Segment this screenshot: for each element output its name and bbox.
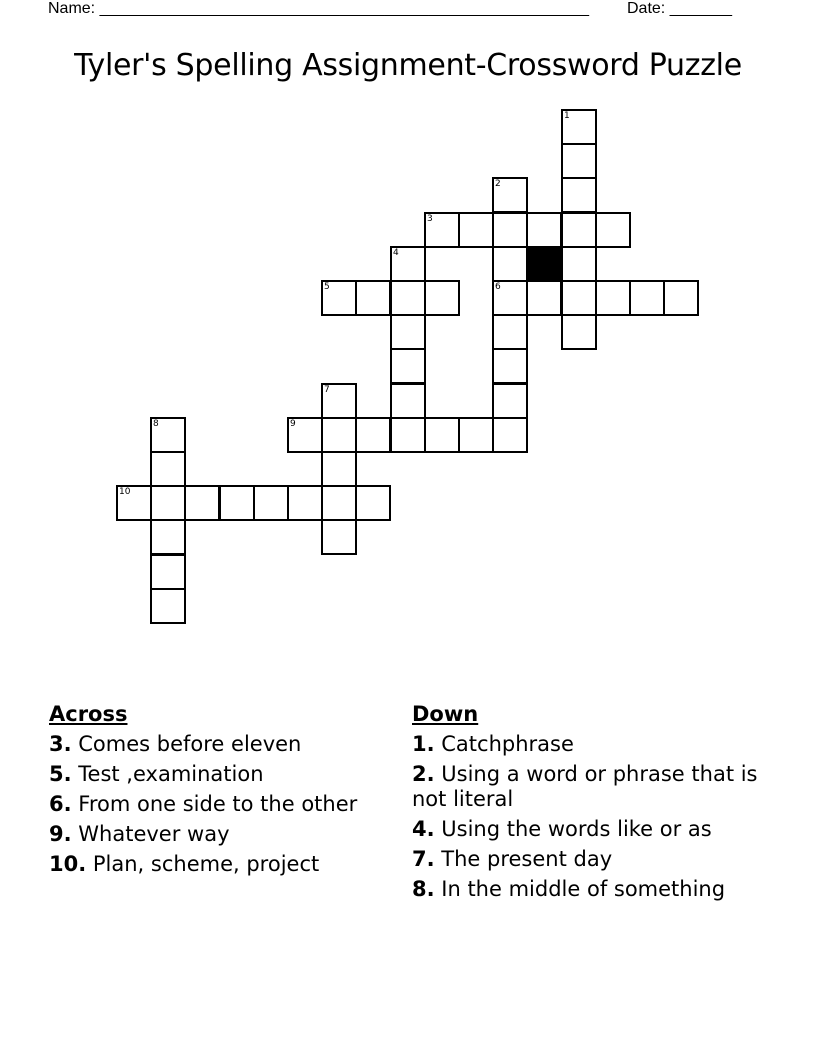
grid-cell[interactable] [595, 280, 631, 316]
clue-text: The present day [434, 847, 613, 871]
clue-down-4 [412, 817, 762, 842]
grid-cell[interactable] [321, 519, 357, 555]
grid-cell[interactable] [390, 280, 426, 316]
grid-cell[interactable] [526, 280, 562, 316]
grid-cell[interactable] [561, 143, 597, 179]
grid-cell[interactable] [150, 485, 186, 521]
grid-cell[interactable] [355, 485, 391, 521]
grid-cell[interactable] [458, 212, 494, 248]
cell-number: 1 [564, 111, 570, 121]
clue-text: Whatever way [71, 822, 230, 846]
grid-cell[interactable] [150, 519, 186, 555]
clue-number: 9. [49, 822, 72, 846]
clue-text: Plan, scheme, project [86, 852, 320, 876]
down-heading: Down [412, 702, 479, 726]
clue-text: Catchphrase [434, 732, 574, 756]
black-cell [526, 246, 562, 282]
clue-across-6 [49, 792, 369, 817]
clue-number: 4. [412, 817, 435, 841]
grid-cell[interactable] [287, 417, 323, 453]
grid-cell[interactable] [287, 485, 323, 521]
grid-cell[interactable] [492, 246, 528, 282]
grid-cell[interactable] [492, 314, 528, 350]
clue-across-10 [49, 852, 369, 877]
grid-cell[interactable] [458, 417, 494, 453]
grid-cell[interactable] [595, 212, 631, 248]
clue-text: In the middle of something [434, 877, 726, 901]
clue-text: Test ,examination [71, 762, 264, 786]
clue-number: 3. [49, 732, 72, 756]
grid-cell[interactable] [561, 177, 597, 213]
clue-down-1 [412, 732, 762, 757]
cell-number: 5 [324, 282, 330, 292]
clue-text: Comes before eleven [71, 732, 302, 756]
grid-cell[interactable] [390, 246, 426, 282]
clue-across-5 [49, 762, 369, 787]
grid-cell[interactable] [424, 417, 460, 453]
grid-cell[interactable] [561, 314, 597, 350]
clue-text: From one side to the other [71, 792, 358, 816]
grid-cell[interactable] [561, 109, 597, 145]
grid-cell[interactable] [321, 451, 357, 487]
grid-cell[interactable] [492, 417, 528, 453]
grid-cell[interactable] [492, 280, 528, 316]
cell-number: 8 [153, 419, 159, 429]
cell-number: 6 [495, 282, 501, 292]
grid-cell[interactable] [219, 485, 255, 521]
grid-cell[interactable] [492, 212, 528, 248]
grid-cell[interactable] [663, 280, 699, 316]
grid-cell[interactable] [150, 554, 186, 590]
clue-text: Using a word or phrase that is not literal [412, 762, 758, 811]
clue-down-8 [412, 877, 762, 902]
grid-cell[interactable] [629, 280, 665, 316]
clue-text: Using the words like or as [434, 817, 712, 841]
clue-number: 7. [412, 847, 435, 871]
cell-number: 2 [495, 179, 501, 189]
grid-cell[interactable] [150, 417, 186, 453]
clue-number: 6. [49, 792, 72, 816]
grid-cell[interactable] [150, 451, 186, 487]
clue-number: 10. [49, 852, 87, 876]
grid-cell[interactable] [321, 485, 357, 521]
grid-cell[interactable] [184, 485, 220, 521]
clue-down-2 [412, 762, 762, 812]
grid-cell[interactable] [116, 485, 152, 521]
grid-cell[interactable] [492, 177, 528, 213]
grid-cell[interactable] [253, 485, 289, 521]
across-clues [49, 702, 369, 882]
grid-cell[interactable] [526, 212, 562, 248]
clue-down-7 [412, 847, 762, 872]
grid-cell[interactable] [561, 246, 597, 282]
cell-number: 10 [119, 487, 131, 497]
grid-cell[interactable] [321, 280, 357, 316]
grid-cell[interactable] [390, 383, 426, 419]
cell-number: 9 [290, 419, 296, 429]
name-field-label: Name: _______________________________________________________ [48, 0, 589, 17]
clue-number: 1. [412, 732, 435, 756]
grid-cell[interactable] [492, 348, 528, 384]
clue-across-9 [49, 822, 369, 847]
grid-cell[interactable] [355, 280, 391, 316]
grid-cell[interactable] [561, 212, 597, 248]
grid-cell[interactable] [390, 314, 426, 350]
clue-across-3 [49, 732, 369, 757]
grid-cell[interactable] [321, 417, 357, 453]
grid-cell[interactable] [424, 212, 460, 248]
cell-number: 4 [393, 248, 399, 258]
grid-cell[interactable] [390, 348, 426, 384]
grid-cell[interactable] [390, 417, 426, 453]
cell-number: 3 [427, 214, 433, 224]
clue-number: 5. [49, 762, 72, 786]
grid-cell[interactable] [561, 280, 597, 316]
grid-cell[interactable] [355, 417, 391, 453]
grid-cell[interactable] [424, 280, 460, 316]
down-clues [412, 702, 762, 907]
clue-number: 8. [412, 877, 435, 901]
grid-cell[interactable] [150, 588, 186, 624]
grid-cell[interactable] [321, 383, 357, 419]
page-title: Tyler's Spelling Assignment-Crossword Puzzle [74, 48, 742, 83]
across-heading: Across [49, 702, 128, 726]
cell-number: 7 [324, 385, 330, 395]
date-field-label: Date: _______ [627, 0, 732, 17]
grid-cell[interactable] [492, 383, 528, 419]
clue-number: 2. [412, 762, 435, 786]
